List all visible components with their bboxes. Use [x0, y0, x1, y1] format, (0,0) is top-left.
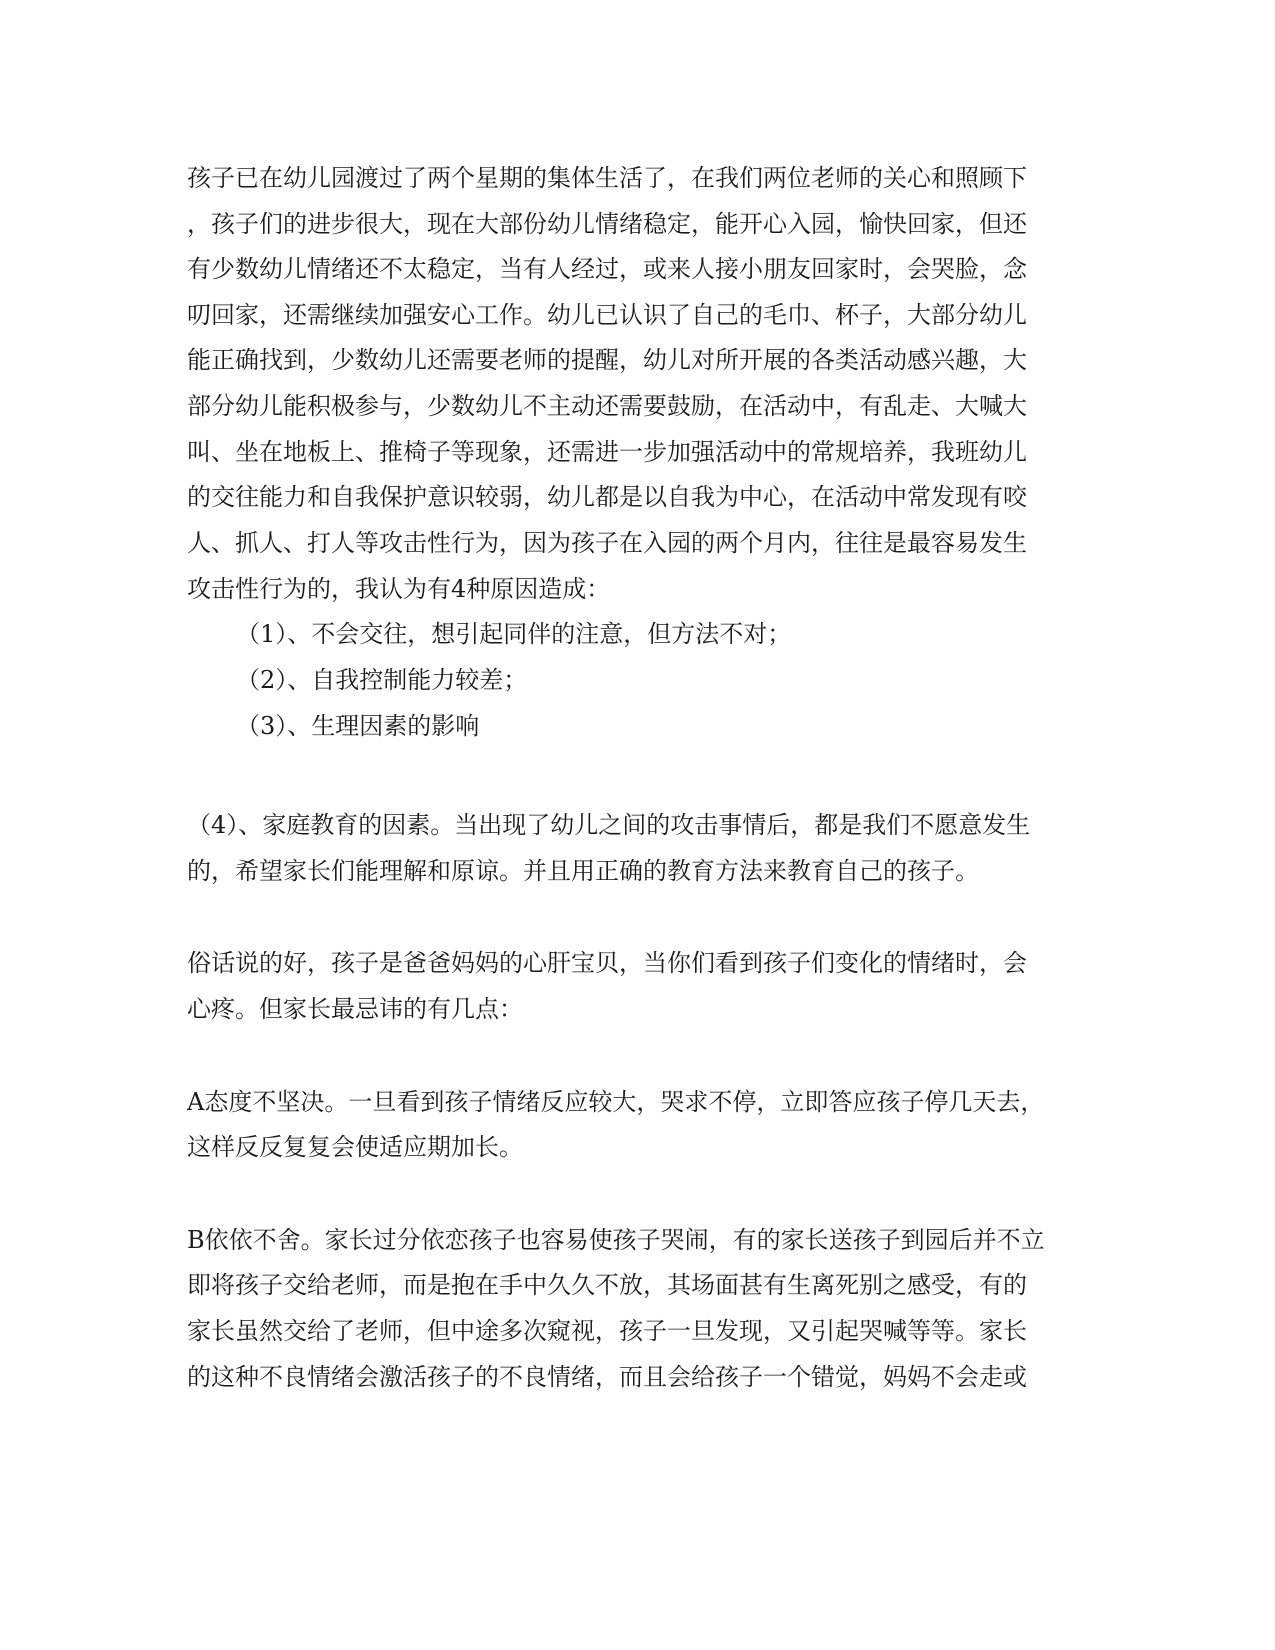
text-line: 这样反反复复会使适应期加长。	[187, 1133, 523, 1161]
text-line: 部分幼儿能积极参与，少数幼儿不主动还需要鼓励，在活动中，有乱走、大喊大	[187, 392, 1027, 420]
text-line: 俗话说的好，孩子是爸爸妈妈的心肝宝贝，当你们看到孩子们变化的情绪时，会	[187, 949, 1027, 977]
text-line: 能正确找到，少数幼儿还需要老师的提醒，幼儿对所开展的各类活动感兴趣，大	[187, 346, 1027, 374]
text-line: 的这种不良情绪会激活孩子的不良情绪，而且会给孩子一个错觉，妈妈不会走或	[187, 1363, 1027, 1391]
reason-item: （2）、自我控制能力较差；	[236, 666, 528, 694]
text-line: 叫、坐在地板上、推椅子等现象，还需进一步加强活动中的常规培养，我班幼儿	[187, 438, 1027, 466]
text-line: 心疼。但家长最忌讳的有几点：	[187, 995, 523, 1023]
text-line: A态度不坚决。一旦看到孩子情绪反应较大，哭求不停，立即答应孩子停几天去，	[187, 1088, 1045, 1116]
text-line: 攻击性行为的，我认为有4种原因造成：	[187, 575, 611, 603]
text-line: 的交往能力和自我保护意识较弱，幼儿都是以自我为中心，在活动中常发现有咬	[187, 483, 1027, 511]
text-line: 叨回家，还需继续加强安心工作。幼儿已认识了自己的毛巾、杯子，大部分幼儿	[187, 301, 1027, 329]
text-line: 孩子已在幼儿园渡过了两个星期的集体生活了，在我们两位老师的关心和照顾下	[187, 164, 1027, 192]
text-line: 有少数幼儿情绪还不太稳定，当有人经过，或来人接小朋友回家时，会哭脸，念	[187, 255, 1027, 283]
text-line: ，孩子们的进步很大，现在大部份幼儿情绪稳定，能开心入园，愉快回家，但还	[187, 210, 1027, 238]
text-line: 人、抓人、打人等攻击性行为，因为孩子在入园的两个月内，往往是最容易发生	[187, 529, 1027, 557]
reason-item: （1）、不会交往，想引起同伴的注意，但方法不对；	[236, 620, 792, 648]
text-line: 的，希望家长们能理解和原谅。并且用正确的教育方法来教育自己的孩子。	[187, 857, 979, 885]
text-line: （4）、家庭教育的因素。当出现了幼儿之间的攻击事情后，都是我们不愿意发生	[187, 811, 1031, 839]
text-line: B依依不舍。家长过分依恋孩子也容易使孩子哭闹，有的家长送孩子到园后并不立	[187, 1226, 1045, 1254]
text-line: 家长虽然交给了老师，但中途多次窥视，孩子一旦发现，又引起哭喊等等。家长	[187, 1317, 1027, 1345]
reason-item: （3）、生理因素的影响	[236, 712, 480, 740]
text-line: 即将孩子交给老师，而是抱在手中久久不放，其场面甚有生离死别之感受，有的	[187, 1271, 1027, 1299]
